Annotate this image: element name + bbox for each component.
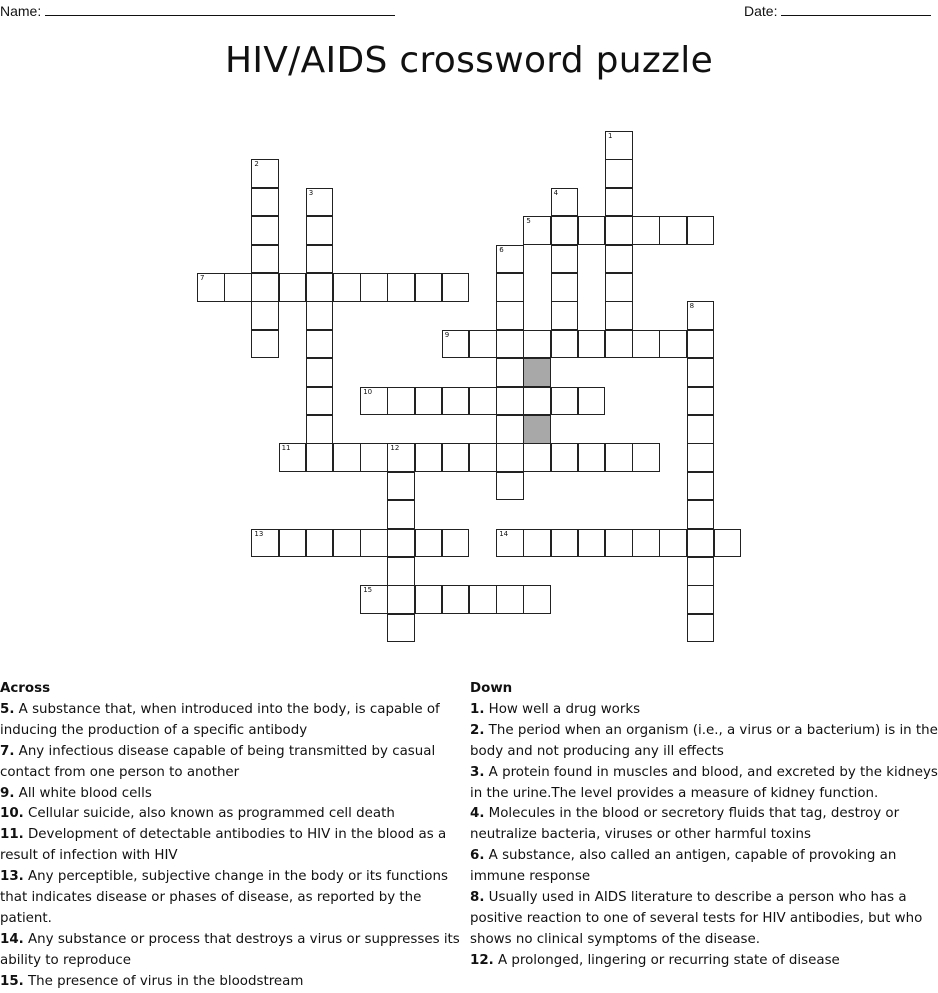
grid-cell[interactable] — [251, 273, 279, 302]
clue-number: 2. — [470, 722, 485, 738]
grid-cell[interactable] — [551, 301, 579, 330]
grid-cell[interactable] — [578, 387, 606, 416]
grid-cell[interactable] — [415, 387, 443, 416]
down-heading: Down — [470, 681, 513, 696]
across-clue — [0, 784, 468, 805]
across-clue — [0, 700, 468, 742]
grid-cell[interactable] — [551, 330, 579, 359]
grid-cell[interactable] — [496, 330, 524, 359]
grid-cell[interactable] — [306, 330, 334, 359]
grid-cell[interactable] — [578, 216, 606, 245]
grid-cell[interactable] — [605, 529, 633, 558]
grid-cell[interactable] — [306, 273, 334, 302]
grid-cell[interactable] — [687, 216, 715, 245]
across-heading: Across — [0, 681, 51, 696]
grid-cell[interactable] — [578, 330, 606, 359]
grid-cell[interactable] — [496, 273, 524, 302]
clue-number-label: 6 — [499, 245, 504, 254]
grid-cell[interactable] — [279, 529, 307, 558]
grid-cell[interactable] — [279, 273, 307, 302]
clue-text: The period when an organism (i.e., a virus or a bacterium) is in the body and not producing any ill effects — [470, 722, 938, 759]
grid-cell[interactable] — [523, 330, 551, 359]
grid-cell[interactable] — [605, 131, 633, 160]
grid-cell[interactable] — [605, 330, 633, 359]
grid-cell[interactable] — [496, 245, 524, 274]
grid-cell[interactable] — [387, 557, 415, 586]
grid-cell[interactable] — [687, 557, 715, 586]
down-clues — [470, 679, 938, 972]
grid-cell[interactable] — [360, 529, 388, 558]
clue-number: 12. — [470, 952, 494, 968]
clue-number-label: 8 — [689, 302, 695, 311]
grid-cell[interactable] — [687, 585, 715, 614]
clue-text: All white blood cells — [14, 785, 152, 801]
clue-number: 7. — [0, 743, 15, 759]
grid-cell[interactable] — [523, 443, 551, 472]
down-clue — [470, 804, 938, 846]
grid-cell[interactable] — [387, 529, 415, 558]
grid-cell[interactable] — [306, 529, 334, 558]
clue-number-label: 3 — [308, 188, 314, 197]
grid-cell[interactable] — [387, 273, 415, 302]
grid-cell[interactable] — [605, 188, 633, 217]
grid-cell[interactable] — [387, 585, 415, 614]
grid-cell[interactable] — [251, 216, 279, 245]
grid-cell[interactable] — [659, 330, 687, 359]
grid-cell[interactable] — [632, 529, 660, 558]
grid-cell[interactable] — [442, 585, 470, 614]
grid-cell[interactable] — [687, 387, 715, 416]
clue-text: Any substance or process that destroys a virus or suppresses its ability to reproduce — [0, 931, 460, 968]
grid-cell[interactable] — [360, 585, 388, 614]
grid-cell[interactable] — [551, 443, 579, 472]
down-clue — [470, 721, 938, 763]
grid-cell[interactable] — [251, 159, 279, 188]
grid-cell[interactable] — [714, 529, 742, 558]
grid-cell[interactable] — [442, 529, 470, 558]
grid-cell[interactable] — [306, 443, 334, 472]
date-label: Date: — [744, 3, 778, 19]
clue-text: Development of detectable antibodies to HIV in the blood as a result of infection with HIV — [0, 827, 447, 864]
grid-cell[interactable] — [523, 585, 551, 614]
grid-cell[interactable] — [306, 245, 334, 274]
grid-cell[interactable] — [687, 330, 715, 359]
clue-number-label: 2 — [254, 160, 259, 169]
grid-cell[interactable] — [360, 387, 388, 416]
grid-cell[interactable] — [442, 387, 470, 416]
across-clue — [0, 867, 468, 930]
grid-cell[interactable] — [415, 443, 443, 472]
grid-cell[interactable] — [415, 273, 443, 302]
grid-cell[interactable] — [442, 443, 470, 472]
clue-number: 11. — [0, 827, 24, 843]
grid-cell[interactable] — [551, 245, 579, 274]
clue-number-label: 10 — [363, 387, 373, 396]
clue-text: How well a drug works — [484, 701, 641, 717]
grid-cell[interactable] — [687, 614, 715, 643]
grid-cell[interactable] — [578, 443, 606, 472]
grid-cell[interactable] — [387, 472, 415, 501]
clue-text: A prolonged, lingering or recurring state of disease — [493, 952, 840, 968]
clue-number: 15. — [0, 973, 24, 989]
clue-text: The presence of virus in the bloodstream — [23, 973, 304, 989]
grid-cell[interactable] — [469, 585, 497, 614]
blocked-cell — [523, 358, 551, 387]
grid-cell[interactable] — [251, 529, 279, 558]
grid-cell[interactable] — [387, 614, 415, 643]
clue-number: 5. — [0, 701, 15, 717]
grid-cell[interactable] — [387, 443, 415, 472]
grid-cell[interactable] — [224, 273, 252, 302]
grid-cell[interactable] — [551, 529, 579, 558]
grid-cell[interactable] — [578, 529, 606, 558]
clue-text: Cellular suicide, also known as programmed cell death — [23, 806, 395, 822]
clue-text: A substance that, when introduced into the body, is capable of inducing the production of a specific antibody — [0, 701, 440, 738]
grid-cell[interactable] — [523, 216, 551, 245]
grid-cell[interactable] — [605, 159, 633, 188]
grid-cell[interactable] — [251, 330, 279, 359]
clue-text: A substance, also called an antigen, capable of provoking an immune response — [470, 848, 897, 885]
clue-number: 4. — [470, 806, 485, 822]
grid-cell[interactable] — [360, 443, 388, 472]
clue-number: 1. — [470, 701, 485, 717]
clue-number: 13. — [0, 869, 24, 885]
grid-cell[interactable] — [523, 529, 551, 558]
down-clue — [470, 846, 938, 888]
grid-cell[interactable] — [415, 585, 443, 614]
clue-number-label: 7 — [200, 274, 205, 282]
grid-cell[interactable] — [496, 387, 524, 416]
grid-cell[interactable] — [442, 273, 470, 302]
grid-cell[interactable] — [306, 358, 334, 387]
grid-cell[interactable] — [360, 273, 388, 302]
clue-number-label: 15 — [363, 586, 373, 595]
grid-cell[interactable] — [496, 472, 524, 501]
grid-cell[interactable] — [605, 216, 633, 245]
clue-number-label: 9 — [444, 330, 450, 339]
name-label: Name: — [0, 3, 42, 19]
grid-cell[interactable] — [333, 273, 361, 302]
grid-cell[interactable] — [687, 358, 715, 387]
page-title: HIV/AIDS crossword puzzle — [224, 40, 714, 81]
grid-cell[interactable] — [496, 529, 524, 558]
grid-cell[interactable] — [251, 245, 279, 274]
down-clue — [470, 888, 938, 951]
grid-cell[interactable] — [415, 529, 443, 558]
grid-cell[interactable] — [469, 443, 497, 472]
grid-cell[interactable] — [333, 529, 361, 558]
grid-cell[interactable] — [605, 443, 633, 472]
clue-number: 14. — [0, 931, 24, 947]
grid-cell[interactable] — [306, 216, 334, 245]
grid-cell[interactable] — [496, 301, 524, 330]
clue-text: Molecules in the blood or secretory fluids that tag, destroy or neutralize bacteria, viruses or other harmful toxins — [470, 806, 900, 843]
clue-number-label: 5 — [526, 217, 531, 226]
clue-number: 3. — [470, 764, 485, 780]
grid-cell[interactable] — [279, 443, 307, 472]
clue-number: 9. — [0, 785, 15, 801]
grid-cell[interactable] — [687, 472, 715, 501]
grid-cell[interactable] — [306, 387, 334, 416]
grid-cell[interactable] — [687, 500, 715, 529]
clue-number-label: 1 — [608, 132, 613, 140]
down-clue — [470, 700, 938, 721]
down-clue — [470, 951, 938, 972]
grid-cell[interactable] — [387, 387, 415, 416]
clue-number-label: 4 — [553, 188, 559, 197]
grid-cell[interactable] — [659, 529, 687, 558]
grid-cell[interactable] — [687, 529, 715, 558]
grid-cell[interactable] — [605, 301, 633, 330]
grid-cell[interactable] — [551, 216, 579, 245]
grid-cell[interactable] — [551, 387, 579, 416]
grid-cell[interactable] — [306, 415, 334, 444]
grid-cell[interactable] — [496, 443, 524, 472]
across-clue — [0, 804, 468, 825]
down-clue — [470, 763, 938, 805]
across-clue — [0, 825, 468, 867]
grid-cell[interactable] — [687, 443, 715, 472]
clue-number: 6. — [470, 848, 485, 864]
grid-cell[interactable] — [551, 273, 579, 302]
grid-cell[interactable] — [469, 387, 497, 416]
grid-cell[interactable] — [687, 301, 715, 330]
grid-cell[interactable] — [523, 387, 551, 416]
across-clue — [0, 972, 468, 993]
across-clue — [0, 930, 468, 972]
grid-cell[interactable] — [387, 500, 415, 529]
clue-text: Any perceptible, subjective change in the body or its functions that indicates disease or phases of disease, as reported by the patient. — [0, 869, 448, 926]
grid-cell[interactable] — [442, 330, 470, 359]
grid-cell[interactable] — [605, 245, 633, 274]
clue-number-label: 14 — [499, 529, 509, 538]
clue-number-label: 11 — [281, 444, 291, 453]
clue-text: Usually used in AIDS literature to describe a person who has a positive reaction to one of several tests for HIV antibodies, but who shows no clinical symptoms of the disease. — [470, 890, 923, 947]
clue-number-label: 13 — [254, 529, 264, 538]
clue-number: 8. — [470, 890, 485, 906]
grid-cell[interactable] — [632, 443, 660, 472]
grid-cell[interactable] — [251, 188, 279, 217]
grid-cell[interactable] — [197, 273, 225, 302]
clue-text: A protein found in muscles and blood, and excreted by the kidneys in the urine.The level provides a measure of kidney function. — [470, 764, 938, 801]
grid-cell[interactable] — [632, 330, 660, 359]
grid-cell[interactable] — [496, 585, 524, 614]
grid-cell[interactable] — [687, 415, 715, 444]
grid-cell[interactable] — [469, 330, 497, 359]
clue-number: 10. — [0, 806, 24, 822]
across-clues — [0, 679, 468, 993]
grid-cell[interactable] — [659, 216, 687, 245]
grid-cell[interactable] — [306, 301, 334, 330]
grid-cell[interactable] — [632, 216, 660, 245]
grid-cell[interactable] — [496, 415, 524, 444]
grid-cell[interactable] — [251, 301, 279, 330]
across-clue — [0, 742, 468, 784]
grid-cell[interactable] — [496, 358, 524, 387]
grid-cell[interactable] — [605, 273, 633, 302]
grid-cell[interactable] — [551, 188, 579, 217]
clue-number-label: 12 — [390, 444, 400, 453]
grid-cell[interactable] — [333, 443, 361, 472]
blocked-cell — [523, 415, 551, 444]
grid-cell[interactable] — [306, 188, 334, 217]
clue-text: Any infectious disease capable of being transmitted by casual contact from one person to another — [0, 743, 436, 780]
